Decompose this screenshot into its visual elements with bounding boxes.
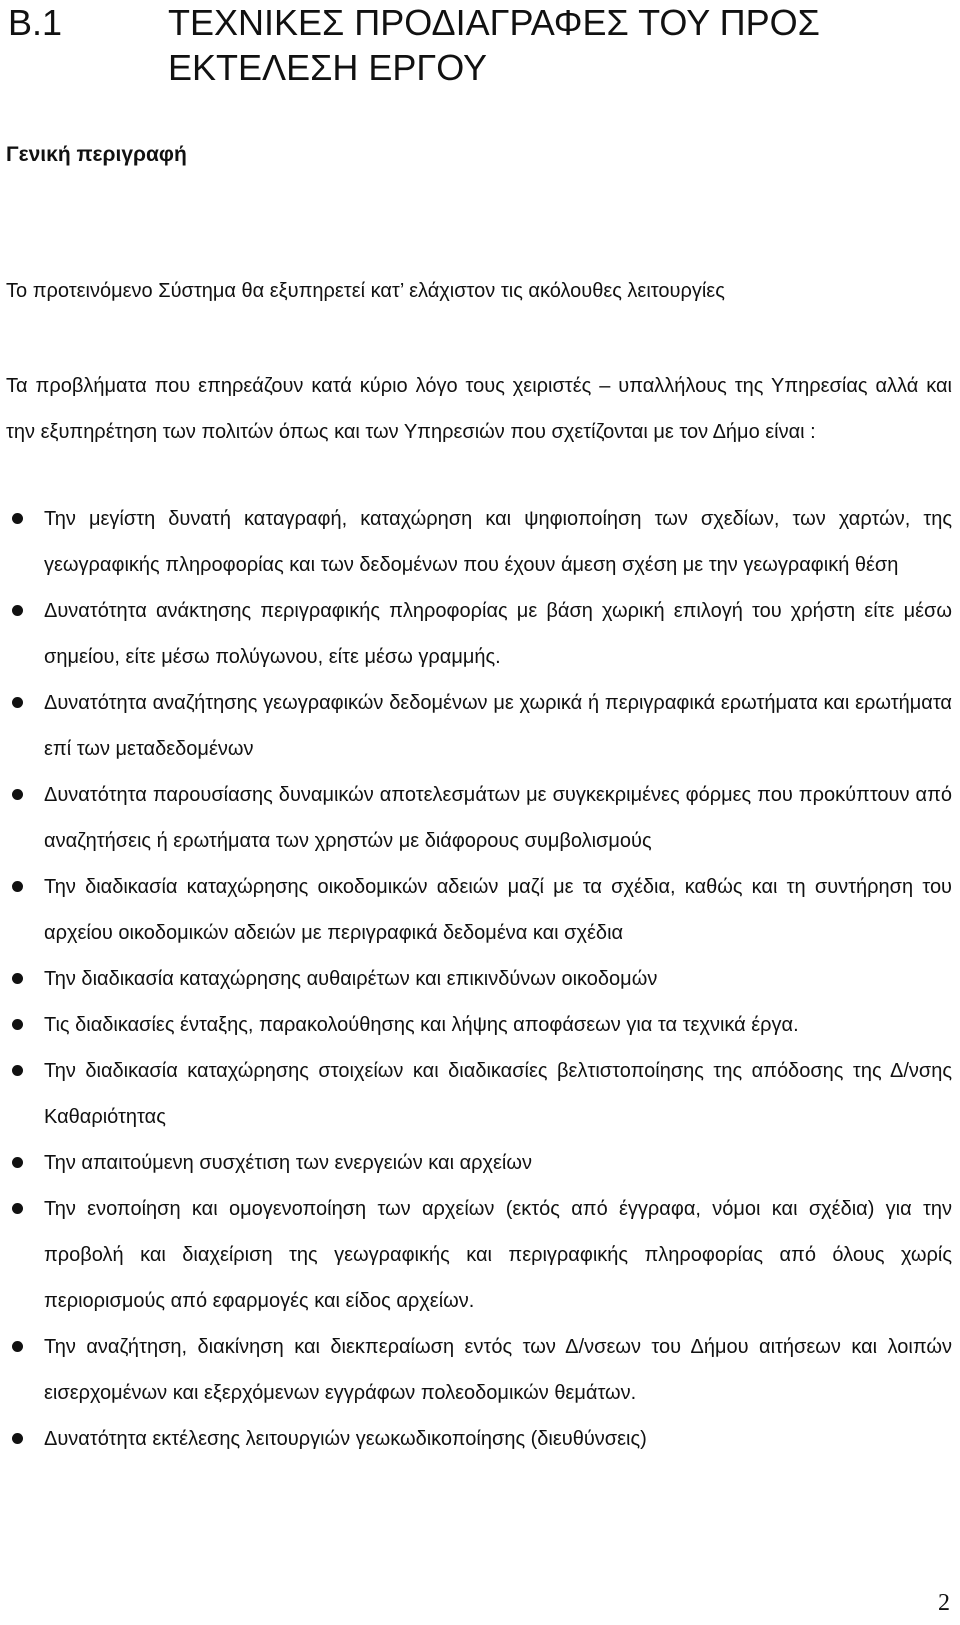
list-item xyxy=(0,864,960,956)
bullet-icon xyxy=(12,1065,23,1076)
problems-paragraph: Τα προβλήματα που επηρεάζουν κατά κύριο λόγο τους χειριστές – υπαλλήλους της Υπηρεσίας αλλά και την εξυπηρέτηση των πολιτών όπως και των Υπηρεσιών που σχετίζονται με τον Δήμο είναι : xyxy=(6,375,952,443)
bullet-icon xyxy=(12,1019,23,1030)
list-item xyxy=(0,496,960,588)
list-item xyxy=(0,1186,960,1324)
list-item-text: Την διαδικασία καταχώρησης αυθαιρέτων και επικινδύνων οικοδομών xyxy=(44,968,658,990)
list-item xyxy=(0,956,960,1002)
section-number: Β.1 xyxy=(8,2,63,43)
list-item-text: Την απαιτούμενη συσχέτιση των ενεργειών και αρχείων xyxy=(44,1152,532,1174)
list-item xyxy=(0,1324,960,1416)
bullet-icon xyxy=(12,973,23,984)
section-title: ΤΕΧΝΙΚΕΣ ΠΡΟΔΙΑΓΡΑΦΕΣ ΤΟΥ ΠΡΟΣ ΕΚΤΕΛΕΣΗ ΕΡΓΟΥ xyxy=(168,2,820,88)
list-item xyxy=(0,588,960,680)
list-item-text: Την διαδικασία καταχώρησης οικοδομικών αδειών μαζί με τα σχέδια, καθώς και τη συντήρηση του αρχείου οικοδομικών αδειών με περιγραφικά δεδομένα και σχέδια xyxy=(44,876,952,944)
list-item xyxy=(0,1048,960,1140)
bullet-icon xyxy=(12,1157,23,1168)
list-item-text: Την διαδικασία καταχώρησης στοιχείων και διαδικασίες βελτιστοποίησης της απόδοσης της Δ/νσης Καθαριότητας xyxy=(44,1060,952,1128)
list-item xyxy=(0,680,960,772)
requirements-list xyxy=(0,496,960,1462)
list-item-text: Τις διαδικασίες ένταξης, παρακολούθησης και λήψης αποφάσεων για τα τεχνικά έργα. xyxy=(44,1014,799,1036)
bullet-icon xyxy=(12,605,23,616)
list-item xyxy=(0,1416,960,1462)
bullet-icon xyxy=(12,1433,23,1444)
list-item-text: Την αναζήτηση, διακίνηση και διεκπεραίωση εντός των Δ/νσεων του Δήμου αιτήσεων και λοιπών εισερχομένων και εξερχόμενων εγγράφων πολεοδομικών θεμάτων. xyxy=(44,1336,952,1404)
list-item-text: Την ενοποίηση και ομογενοποίηση των αρχείων (εκτός από έγγραφα, νόμοι και σχέδια) για την προβολή και διαχείριση της γεωγραφικής και περιγραφικής πληροφορίας από όλους χωρίς περιορισμούς από εφαρμογές και είδος αρχείων. xyxy=(44,1198,952,1312)
list-item-text: Δυνατότητα εκτέλεσης λειτουργιών γεωκωδικοποίησης (διευθύνσεις) xyxy=(44,1428,647,1450)
list-item xyxy=(0,1140,960,1186)
intro-sentence: Το προτεινόμενο Σύστημα θα εξυπηρετεί κατ’ ελάχιστον τις ακόλουθες λειτουργίες xyxy=(6,280,725,302)
list-item xyxy=(0,772,960,864)
list-item-text: Δυνατότητα παρουσίασης δυναμικών αποτελεσμάτων με συγκεκριμένες φόρμες που προκύπτουν από αναζητήσεις ή ερωτήματα των χρηστών με διάφορους συμβολισμούς xyxy=(44,784,952,852)
bullet-icon xyxy=(12,697,23,708)
list-item-text: Την μεγίστη δυνατή καταγραφή, καταχώρηση και ψηφιοποίηση των σχεδίων, των χαρτών, της γεωγραφικής πληροφορίας και των δεδομένων που έχουν άμεση σχέση με την γεωγραφική θέση xyxy=(44,508,952,576)
bullet-icon xyxy=(12,513,23,524)
bullet-icon xyxy=(12,1203,23,1214)
bullet-icon xyxy=(12,881,23,892)
bullet-icon xyxy=(12,789,23,800)
list-item-text: Δυνατότητα αναζήτησης γεωγραφικών δεδομένων με χωρικά ή περιγραφικά ερωτήματα και ερωτήματα επί των μεταδεδομένων xyxy=(44,692,952,760)
bullet-icon xyxy=(12,1341,23,1352)
list-item-text: Δυνατότητα ανάκτησης περιγραφικής πληροφορίας με βάση χωρική επιλογή του χρήστη είτε μέσω σημείου, είτε μέσω πολύγωνου, είτε μέσω γραμμής. xyxy=(44,600,952,668)
subheading-general-description: Γενική περιγραφή xyxy=(6,143,187,166)
list-item xyxy=(0,1002,960,1048)
page-number: 2 xyxy=(938,1590,950,1616)
